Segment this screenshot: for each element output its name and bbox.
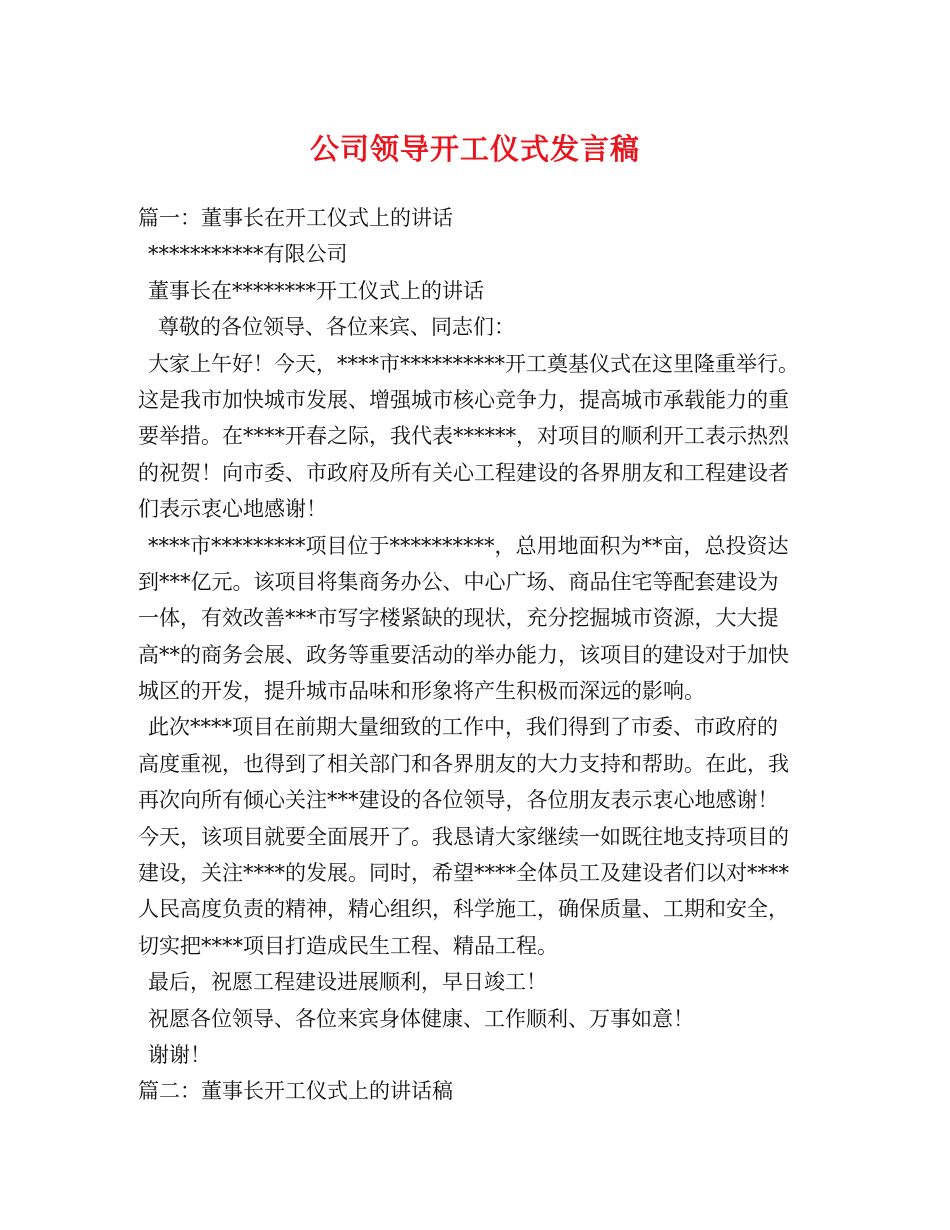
section-heading: 篇二：董事长开工仪式上的讲话稿 [138,1079,453,1104]
body-line: 到***亿元。该项目将集商务办公、中心广场、商品住宅等配套建设为 [138,569,779,594]
body-line: 城区的开发，提升城市品味和形象将产生积极而深远的影响。 [138,679,705,704]
body-line: 切实把****项目打造成民生工程、精品工程。 [138,933,558,958]
company-name: ***********有限公司 [148,242,348,267]
body-line: 一体，有效改善***市写字楼紧缺的现状，充分挖掘城市资源，大大提 [138,606,779,631]
body-line: ****市*********项目位于**********，总用地面积为**亩，总投资达 [148,533,789,558]
body-line: 大家上午好！今天，****市**********开工奠基仪式在这里隆重举行。 [148,351,799,376]
body-line: 高**的商务会展、政务等重要活动的举办能力，该项目的建设对于加快 [138,642,789,667]
body-line: 要举措。在****开春之际，我代表******，对项目的顺利开工表示热烈 [138,424,789,449]
closing-line: 祝愿各位领导、各位来宾身体健康、工作顺利、万事如意！ [148,1006,694,1031]
thanks-line: 谢谢！ [148,1042,211,1067]
body-line: 再次向所有倾心关注***建设的各位领导，各位朋友表示衷心地感谢！ [138,788,779,813]
document-body [138,200,828,1110]
body-line: 的祝贺！向市委、市政府及所有关心工程建设的各界朋友和工程建设者 [138,460,789,485]
section-heading: 篇一：董事长在开工仪式上的讲话 [138,206,453,230]
body-line: 此次****项目在前期大量细致的工作中，我们得到了市委、市政府的 [148,715,778,740]
body-line: 建设，关注****的发展。同时，希望****全体员工及建设者们以对**** [138,861,789,886]
body-line: 今天，该项目就要全面展开了。我恳请大家继续一如既往地支持项目的 [138,824,789,849]
closing-line: 最后，祝愿工程建设进展顺利，早日竣工！ [148,970,547,995]
body-line: 这是我市加快城市发展、增强城市核心竞争力，提高城市承载能力的重 [138,387,789,412]
salutation: 尊敬的各位领导、各位来宾、同志们： [158,315,515,340]
document-title: 公司领导开工仪式发言稿 [309,132,640,166]
body-line: 高度重视，也得到了相关部门和各界朋友的大力支持和帮助。在此，我 [138,751,789,776]
body-line: 们表示衷心地感谢！ [138,497,327,522]
speech-title: 董事长在********开工仪式上的讲话 [148,278,484,303]
body-line: 人民高度负责的精神，精心组织，科学施工，确保质量、工期和安全， [138,897,789,922]
